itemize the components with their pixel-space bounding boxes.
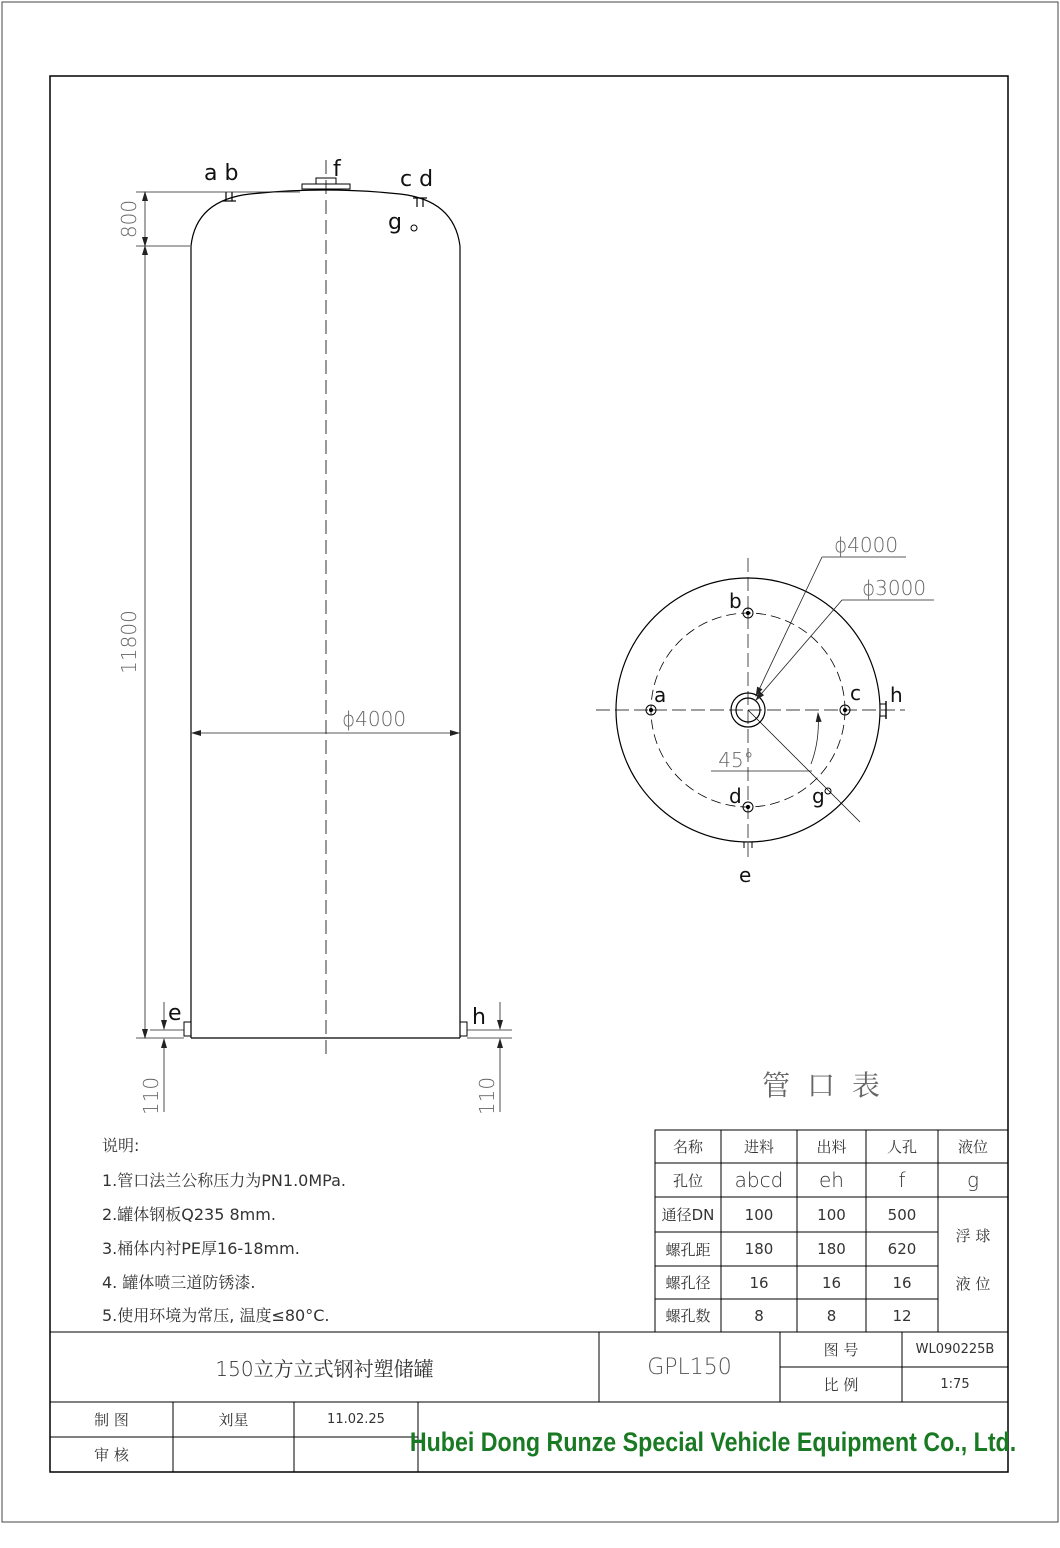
dim-angle: 45° (718, 748, 754, 772)
table-cell: 8 (826, 1306, 837, 1325)
dim-shell-diameter: ϕ4000 (341, 707, 407, 731)
note-item: 4. 罐体喷三道防锈漆. (102, 1273, 256, 1292)
table-cell-merged: 液 位 (955, 1274, 991, 1293)
scale-value: 1:75 (940, 1377, 970, 1392)
company-name: Hubei Dong Runze Special Vehicle Equipment Co., Ltd. (409, 1426, 1017, 1457)
dim-dome-height: 800 (117, 199, 141, 239)
dim-outer-diameter: ϕ4000 (833, 533, 899, 557)
plan-label-a: a (654, 683, 667, 707)
table-cell: f (898, 1168, 906, 1192)
note-item: 5.使用环境为常压, 温度≤80°C. (102, 1306, 330, 1325)
label-e-elev: e (168, 1001, 182, 1026)
plan-label-c: c (850, 681, 861, 705)
plan-label-g: g (812, 784, 825, 808)
table-cell: 螺孔数 (665, 1307, 711, 1325)
elevation-dimensions (136, 192, 512, 1112)
table-cell: 12 (892, 1306, 912, 1325)
table-cell: 液位 (957, 1138, 988, 1156)
note-item: 1.管口法兰公称压力为PN1.0MPa. (102, 1171, 346, 1190)
tank-plan (596, 558, 905, 862)
table-cell: 500 (887, 1205, 917, 1224)
table-cell: 孔位 (672, 1171, 703, 1190)
tank-elevation (184, 160, 467, 1060)
dim-shell-height: 11800 (117, 610, 141, 674)
table-cell: 16 (892, 1273, 912, 1292)
table-cell: 180 (744, 1240, 774, 1258)
label-f: f (333, 157, 341, 182)
table-cell: 16 (749, 1273, 769, 1292)
dim-e-height: 110 (139, 1076, 163, 1116)
note-item: 2.罐体钢板Q235 8mm. (102, 1205, 276, 1224)
table-cell: 螺孔径 (665, 1274, 711, 1292)
label-ab: a b (204, 161, 239, 186)
drawing-no-label: 图 号 (823, 1341, 859, 1359)
label-cd: c d (400, 167, 434, 192)
table-cell-merged: 浮 球 (955, 1226, 991, 1245)
plan-label-e: e (739, 863, 752, 887)
drawn-date: 11.02.25 (327, 1412, 385, 1427)
table-cell: 180 (817, 1240, 846, 1258)
table-cell: 16 (821, 1273, 842, 1292)
note-item: 3.桶体内衬PE厚16-18mm. (102, 1239, 300, 1258)
dim-h-height: 110 (475, 1076, 499, 1116)
table-cell: 通径DN (661, 1206, 715, 1224)
label-g: g (388, 210, 402, 235)
table-cell: 名称 (672, 1138, 703, 1156)
model-number: GPL150 (647, 1354, 732, 1380)
table-cell: 8 (754, 1306, 764, 1325)
table-cell: eh (819, 1168, 844, 1192)
g-nozzle-mark (411, 225, 417, 231)
table-cell: 进料 (743, 1138, 774, 1156)
plan-label-d: d (729, 784, 742, 808)
table-cell: 100 (744, 1205, 774, 1224)
dim-bolt-circle: ϕ3000 (861, 576, 927, 600)
table-cell: abcd (734, 1168, 784, 1192)
drawn-label: 制 图 (94, 1411, 129, 1429)
plan-label-b: b (729, 589, 742, 613)
table-cell: 100 (817, 1205, 846, 1224)
notes-title: 说明: (102, 1136, 140, 1155)
scale-label: 比 例 (823, 1376, 859, 1394)
product-name: 150立方立式钢衬塑储罐 (215, 1356, 434, 1381)
table-cell: 出料 (816, 1138, 847, 1156)
check-label: 审 核 (94, 1446, 129, 1464)
plan-label-h: h (890, 683, 903, 707)
table-cell: 620 (887, 1240, 917, 1258)
table-cell: 人孔 (886, 1138, 917, 1156)
drawn-by: 刘星 (218, 1411, 249, 1429)
nozzle-table-title: 管 口 表 (762, 1069, 884, 1102)
label-h-elev: h (472, 1005, 486, 1030)
table-cell: g (966, 1168, 979, 1192)
table-cell: 螺孔距 (665, 1240, 711, 1259)
drawing-no: WL090225B (915, 1342, 995, 1357)
